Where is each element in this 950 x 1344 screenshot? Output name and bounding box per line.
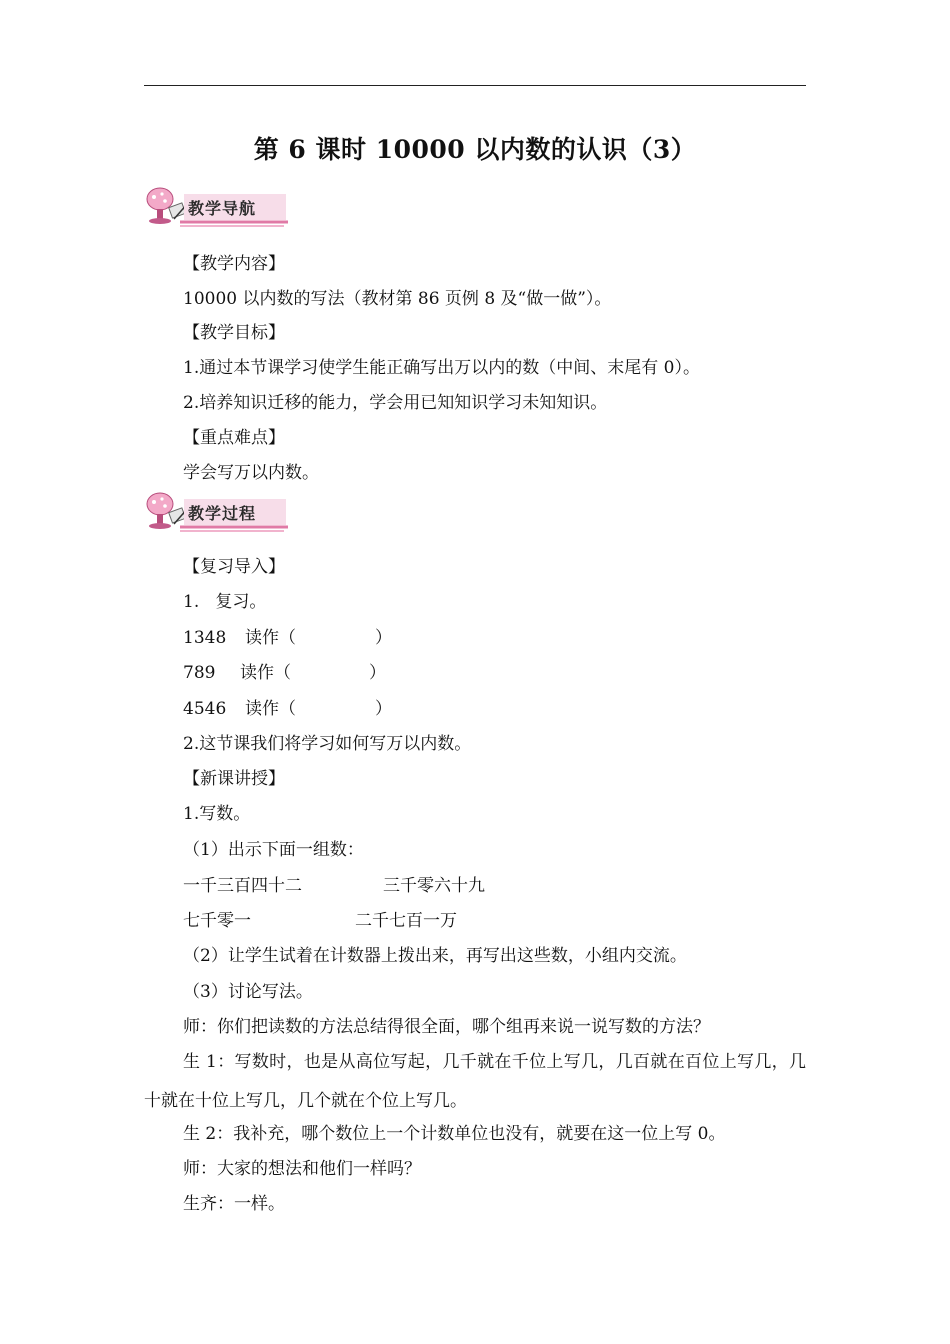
- student-answer-1: 生 1：写数时，也是从高位写起，几千就在千位上写几，几百就在百位上写几，几十就在十位上写几，几个就在个位上写几。: [144, 1052, 806, 1111]
- write-number-title: 1.写数。: [183, 804, 251, 824]
- key-heading: 【重点难点】: [183, 428, 285, 448]
- number-row: [183, 911, 457, 931]
- review-item-1: 1. 复习。: [183, 592, 267, 612]
- number-row: [183, 876, 485, 896]
- review-close-paren: ）: [375, 699, 392, 719]
- banner-label: 教学过程: [188, 504, 257, 523]
- content-heading: 【教学内容】: [183, 254, 285, 274]
- number-word: 一千三百四十二: [183, 876, 302, 896]
- new-lesson-heading: 【新课讲授】: [183, 769, 285, 789]
- section-banner-nav: [144, 185, 294, 231]
- number-word: 二千七百一万: [355, 911, 457, 931]
- review-read-label: 读作（: [245, 699, 296, 719]
- review-item-2: 2.这节课我们将学习如何写万以内数。: [183, 734, 472, 754]
- header-rule: [144, 85, 806, 86]
- goal-item-2: 2.培养知识迁移的能力，学会用已知知识学习未知知识。: [183, 393, 608, 413]
- page-title: 第 6 课时 10000 以内数的认识（3）: [253, 135, 697, 164]
- review-number: 789: [183, 663, 216, 683]
- review-number: 4546: [183, 699, 227, 719]
- section-banner-process: [144, 490, 294, 536]
- review-number-row: [183, 699, 392, 719]
- step-1: （1）出示下面一组数：: [183, 840, 364, 860]
- review-close-paren: ）: [369, 663, 386, 683]
- teacher-question-2: 师：大家的想法和他们一样吗？: [183, 1159, 421, 1179]
- step-3: （3）讨论写法。: [183, 982, 313, 1002]
- teacher-question-1: 师：你们把读数的方法总结得很全面，哪个组再来说一说写数的方法？: [183, 1017, 710, 1037]
- review-read-label: 读作（: [245, 628, 296, 648]
- review-number-row: [183, 663, 386, 683]
- review-heading: 【复习导入】: [183, 557, 285, 577]
- content-text: 10000 以内数的写法（教材第 86 页例 8 及“做一做”）。: [183, 289, 612, 309]
- goal-heading: 【教学目标】: [183, 323, 285, 343]
- student-answer-2: 生 2：我补充，哪个数位上一个计数单位也没有，就要在这一位上写 0。: [183, 1124, 726, 1144]
- banner-label: 教学导航: [188, 199, 257, 218]
- goal-item-1: 1.通过本节课学习使学生能正确写出万以内的数（中间、末尾有 0）。: [183, 358, 700, 378]
- review-number-row: [183, 628, 392, 648]
- review-close-paren: ）: [375, 628, 392, 648]
- review-read-label: 读作（: [240, 663, 291, 683]
- number-word: 七千零一: [183, 911, 251, 931]
- students-reply: 生齐：一样。: [183, 1194, 285, 1214]
- review-number: 1348: [183, 628, 227, 648]
- key-text: 学会写万以内数。: [183, 463, 319, 483]
- step-2: （2）让学生试着在计数器上拨出来，再写出这些数，小组内交流。: [183, 946, 687, 966]
- number-word: 三千零六十九: [383, 876, 485, 896]
